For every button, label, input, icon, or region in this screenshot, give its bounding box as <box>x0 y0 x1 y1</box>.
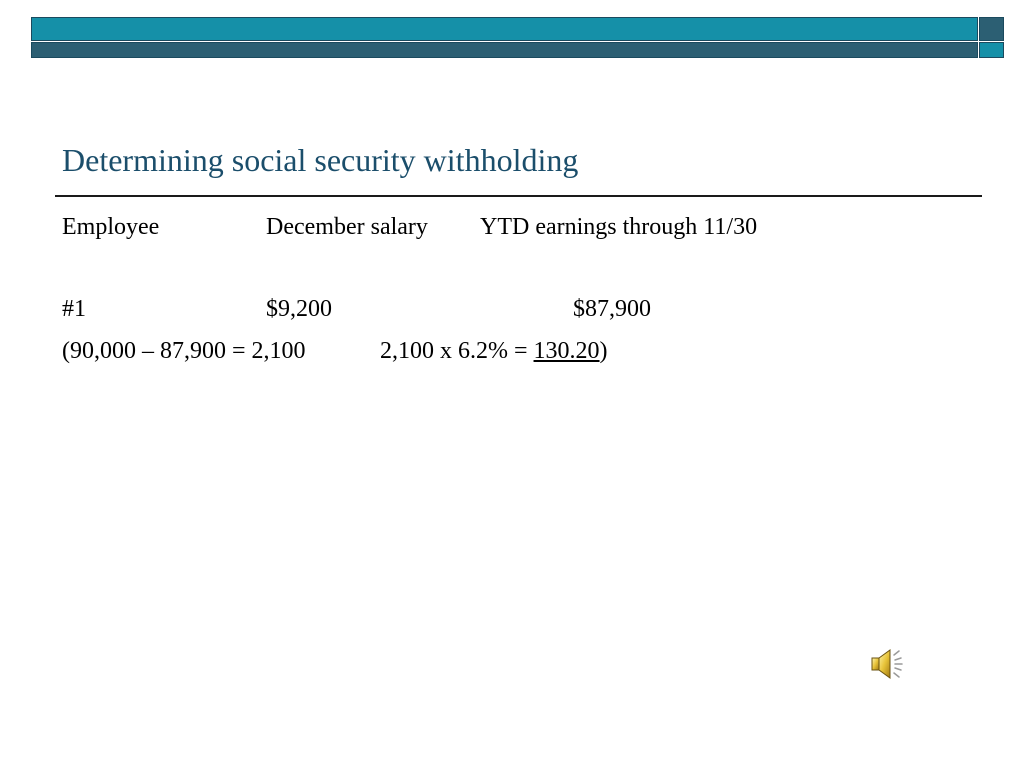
header-square-top <box>979 17 1004 41</box>
ytd-earnings-value: $87,900 <box>573 296 651 322</box>
tax-expression: 2,100 x 6.2% = <box>380 338 534 364</box>
header-employee: Employee <box>62 214 160 240</box>
speaker-icon[interactable] <box>868 646 906 682</box>
december-salary-value: $9,200 <box>266 296 332 322</box>
slide-title: Determining social security withholding <box>62 142 579 178</box>
header-ytd-earnings: YTD earnings through 11/30 <box>480 214 758 240</box>
header-square-bottom <box>979 42 1004 58</box>
close-paren: ) <box>599 338 608 364</box>
header-december-salary: December salary <box>266 214 428 240</box>
header-bar-top <box>31 17 978 41</box>
tax-amount: 130.20 <box>533 338 600 364</box>
header-bar-bottom <box>31 42 978 58</box>
title-divider <box>55 195 982 197</box>
employee-number: #1 <box>62 296 86 322</box>
tax-calculation <box>380 338 608 365</box>
remaining-calculation: (90,000 – 87,900 = 2,100 <box>62 338 306 364</box>
